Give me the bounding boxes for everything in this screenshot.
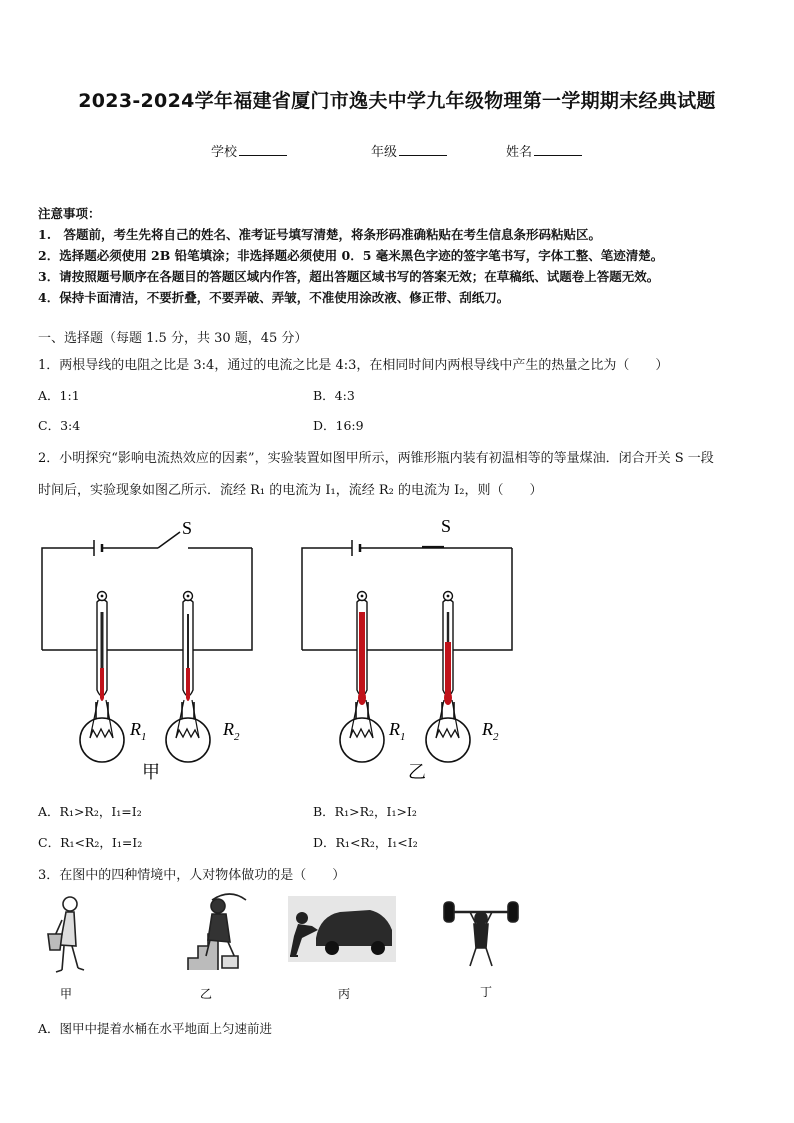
q3-caption-bing: 丙 [338,987,351,1001]
school-label: 学校 [211,145,238,160]
caption-jia: 甲 [142,762,160,782]
q2-circuit-figure [30,510,530,790]
q1-stem: 1．两根导线的电阻之比是 3:4，通过的电流之比是 4:3，在相同时间内两根导线中产生的热量之比为（ ） [38,358,669,373]
q3-option-a: A．图甲中提着水桶在水平地面上匀速前进 [38,1021,273,1036]
note-item: 3．请按照题号顺序在各题目的答题区域内作答，超出答题区域书写的答案无效；在草稿纸、试题卷上答题无效。 [38,269,660,284]
q2-option-a: A．R₁>R₂，I₁=I₂ [38,804,142,819]
q3-caption-jia: 甲 [60,987,73,1001]
q3-caption-ding: 丁 [480,985,493,999]
section-heading: 一、选择题（每题 1.5 分，共 30 题，45 分） [38,331,308,346]
person-climbing-stairs-picture [188,894,246,970]
school-blank [239,144,287,156]
person-pushing-car-picture [288,896,396,962]
notes-heading: 注意事项： [38,206,101,221]
r2-label: $R_2$ [482,719,499,743]
name-blank [534,144,582,156]
flask-r1-heated [340,592,384,763]
person-carrying-bucket-picture [48,897,84,972]
r1-label: $R_1$ [389,719,406,743]
q1-option-c: C．3:4 [38,418,81,433]
q1-option-a: A．1:1 [38,388,80,403]
name-field [506,141,582,160]
q2-stem-line1: 2．小明探究“影响电流热效应的因素”，实验装置如图甲所示，两锥形瓶内装有初温相等的等量煤油．闭合开关 S 一段 [38,451,714,466]
grade-label: 年级 [371,145,398,160]
q3-figures [40,890,540,1010]
switch-label: S [182,518,193,538]
q2-option-c: C．R₁<R₂，I₁=I₂ [38,835,143,850]
q2-stem-line2: 时间后，实验现象如图乙所示．流经 R₁ 的电流为 I₁，流经 R₂ 的电流为 I₂，则（ ） [38,483,543,498]
q2-option-d: D．R₁<R₂，I₁<I₂ [313,835,418,850]
page-title: 2023-2024学年福建省厦门市逸夫中学九年级物理第一学期期末经典试题 [78,90,716,112]
flask-r2-heated [426,592,470,763]
note-item: 2．选择题必须使用 2B 铅笔填涂；非选择题必须使用 0．5 毫米黑色字迹的签字笔书写，字体工整、笔迹清楚。 [38,248,664,263]
r2-label: $R_2$ [223,719,240,743]
name-label: 姓名 [506,145,533,160]
grade-field [371,141,447,160]
weightlifter-picture [444,902,518,966]
school-field [211,141,287,160]
circuit-yi [302,516,512,782]
switch-label: S [441,516,452,536]
q3-stem: 3．在图中的四种情境中，人对物体做功的是（ ） [38,868,346,883]
notes-block [38,203,663,308]
note-item: 1. 答题前，考生先将自己的姓名、准考证号填写清楚，将条形码准确粘贴在考生信息条形码粘贴区。 [38,227,602,242]
q1-option-b: B．4:3 [313,388,355,403]
q1-option-d: D．16:9 [313,418,364,433]
circuit-jia [42,518,252,782]
flask-r1 [80,592,124,763]
flask-r2 [166,592,210,763]
grade-blank [399,144,447,156]
q3-caption-yi: 乙 [200,987,213,1001]
q2-option-b: B．R₁>R₂，I₁>I₂ [313,804,417,819]
switch-open-arm [158,532,180,548]
caption-yi: 乙 [408,762,426,782]
note-item: 4．保持卡面清洁，不要折叠，不要弄破、弄皱，不准使用涂改液、修正带、刮纸刀。 [38,290,510,305]
r1-label: $R_1$ [130,719,147,743]
